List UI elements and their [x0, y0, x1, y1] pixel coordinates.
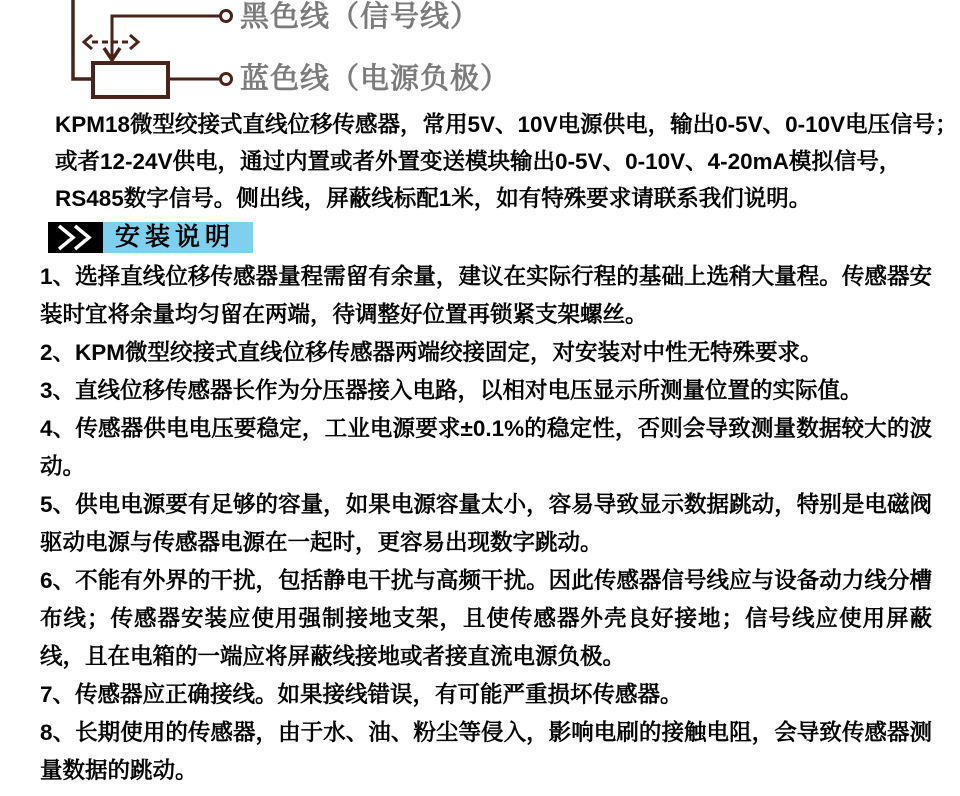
section-header: [48, 222, 253, 253]
instruction-item-7: 7、传感器应正确接线。如果接线错误，有可能严重损坏传感器。: [40, 682, 683, 707]
blue-wire-label: 蓝色线（电源负极）: [240, 63, 511, 95]
instruction-item-2: 2、KPM微型绞接式直线位移传感器两端绞接固定，对安装对中性无特殊要求。: [40, 340, 823, 365]
instruction-item-4: 4、传感器供电电压要稳定，工业电源要求±0.1%的稳定性，否则会导致测量数据较大的波动。: [40, 416, 932, 479]
instruction-list: [40, 258, 932, 790]
travel-arrow-right-icon: [130, 35, 138, 49]
product-intro: [55, 106, 958, 217]
section-title: 安装说明: [103, 222, 253, 253]
instruction-item-8: 8、长期使用的传感器，由于水、油、粉尘等侵入，影响电刷的接触电阻，会导致传感器测量数据的跳动。: [40, 720, 932, 783]
black-wire-label: 黑色线（信号线）: [240, 1, 481, 33]
travel-arrow-left-icon: [84, 35, 92, 49]
intro-line: RS485数字信号。侧出线，屏蔽线标配1米，如有特殊要求请联系我们说明。: [55, 186, 812, 211]
instruction-item-1: 1、选择直线位移传感器量程需留有余量，建议在实际行程的基础上选稍大量程。传感器安装时宜将余量均匀留在两端，待调整好位置再锁紧支架螺丝。: [40, 264, 932, 327]
instruction-item-3: 3、直线位移传感器长作为分压器接入电路，以相对电压显示所测量位置的实际值。: [40, 378, 863, 403]
double-chevron-badge: [48, 222, 103, 253]
potentiometer-schematic-icon: [0, 0, 235, 100]
instruction-item-6: 6、不能有外界的干扰，包括静电干扰与高频干扰。因此传感器信号线应与设备动力线分槽布线；传感器安装应使用强制接地支架，且使传感器外壳良好接地；信号线应使用屏蔽线，且在电箱的一端应将屏蔽线接地或者接直流电源负极。: [40, 568, 932, 669]
intro-line: 或者12-24V供电，通过内置或者外置变送模块输出0-5V、0-10V、4-20mA模拟信号，: [55, 149, 902, 174]
intro-line: KPM18微型绞接式直线位移传感器，常用5V、10V电源供电，输出0-5V、0-10V电压信号；: [55, 112, 958, 137]
double-chevron-icon: [52, 222, 99, 253]
wiring-diagram: [0, 0, 960, 100]
blue-wire-terminal-icon: [221, 74, 232, 85]
potentiometer-body: [93, 63, 168, 97]
wiper-wire: [112, 16, 220, 58]
instruction-item-5: 5、供电电源要有足够的容量，如果电源容量太小，容易导致显示数据跳动，特别是电磁阀驱动电源与传感器电源在一起时，更容易出现数字跳动。: [40, 492, 932, 555]
black-wire-terminal-icon: [221, 11, 232, 22]
